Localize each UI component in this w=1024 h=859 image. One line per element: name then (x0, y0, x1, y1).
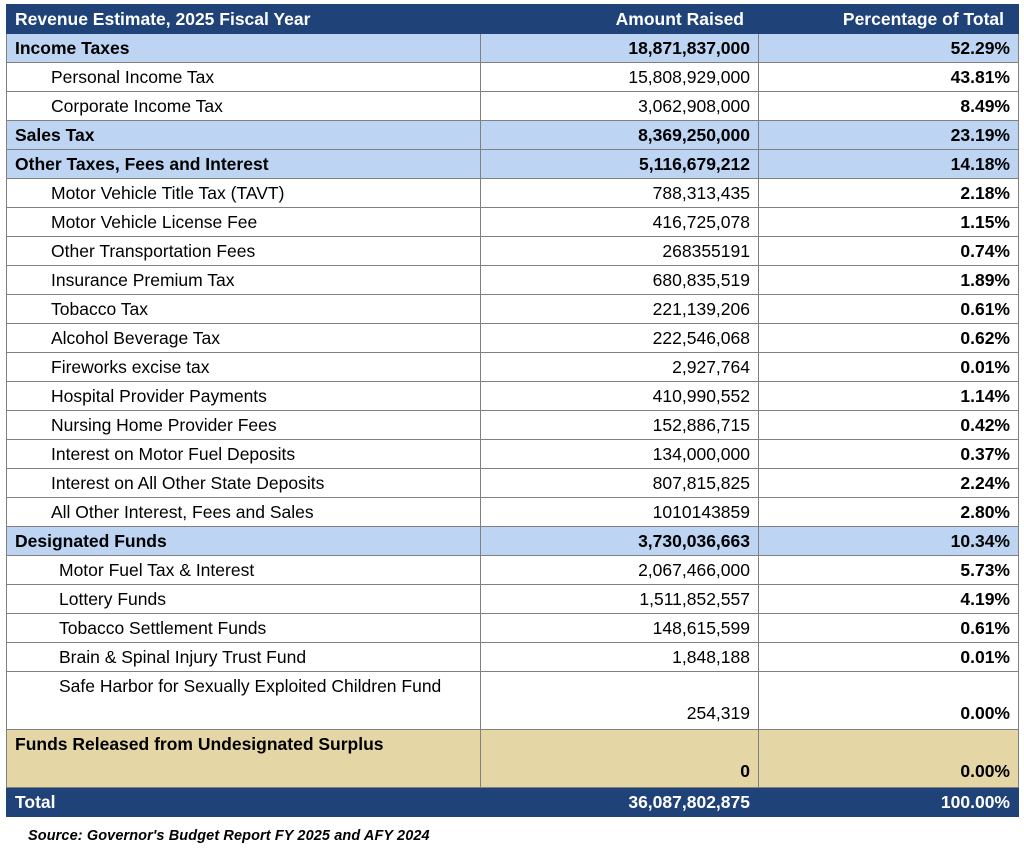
row-amount-raised: 152,886,715 (481, 411, 759, 440)
row-amount-raised: 807,815,825 (481, 469, 759, 498)
row-amount-raised: 148,615,599 (481, 614, 759, 643)
row-percentage-of-total: 23.19% (759, 121, 1019, 150)
table-row (7, 208, 1019, 237)
row-label: Interest on Motor Fuel Deposits (7, 440, 481, 469)
row-label: Motor Vehicle License Fee (7, 208, 481, 237)
row-amount-raised: 788,313,435 (481, 179, 759, 208)
row-percentage-of-total: 2.18% (759, 179, 1019, 208)
row-amount-raised: 1,511,852,557 (481, 585, 759, 614)
row-amount-raised: 254,319 (481, 672, 759, 730)
row-label: Other Transportation Fees (7, 237, 481, 266)
row-percentage-of-total: 43.81% (759, 63, 1019, 92)
row-label: Brain & Spinal Injury Trust Fund (7, 643, 481, 672)
table-row (7, 730, 1019, 788)
table-row (7, 440, 1019, 469)
row-label: All Other Interest, Fees and Sales (7, 498, 481, 527)
row-percentage-of-total: 0.62% (759, 324, 1019, 353)
row-percentage-of-total: 1.15% (759, 208, 1019, 237)
row-amount-raised: 5,116,679,212 (481, 150, 759, 179)
row-percentage-of-total: 14.18% (759, 150, 1019, 179)
row-percentage-of-total: 0.37% (759, 440, 1019, 469)
row-label: Safe Harbor for Sexually Exploited Children Fund (7, 672, 481, 730)
table-row (7, 295, 1019, 324)
row-percentage-of-total: 2.24% (759, 469, 1019, 498)
row-label: Insurance Premium Tax (7, 266, 481, 295)
row-percentage-of-total: 0.01% (759, 643, 1019, 672)
source-note: Source: Governor's Budget Report FY 2025 and AFY 2024 (28, 828, 430, 844)
table-row (7, 469, 1019, 498)
row-amount-raised: 18,871,837,000 (481, 34, 759, 63)
row-percentage-of-total: 0.61% (759, 614, 1019, 643)
table-row (7, 353, 1019, 382)
row-amount-raised: 1,848,188 (481, 643, 759, 672)
table-row (7, 324, 1019, 353)
revenue-estimate-table (6, 4, 1019, 817)
row-label: Personal Income Tax (7, 63, 481, 92)
row-amount-raised: 221,139,206 (481, 295, 759, 324)
table-row (7, 498, 1019, 527)
row-percentage-of-total: 8.49% (759, 92, 1019, 121)
table-row (7, 556, 1019, 585)
row-label: Sales Tax (7, 121, 481, 150)
table-row (7, 788, 1019, 817)
row-amount-raised: 222,546,068 (481, 324, 759, 353)
row-percentage-of-total: 1.89% (759, 266, 1019, 295)
table-row (7, 150, 1019, 179)
row-label: Total (7, 788, 481, 817)
row-amount-raised: 0 (481, 730, 759, 788)
row-amount-raised: 3,062,908,000 (481, 92, 759, 121)
column-header-percentage: Percentage of Total (759, 5, 1019, 34)
table-row (7, 411, 1019, 440)
row-label: Income Taxes (7, 34, 481, 63)
row-amount-raised: 15,808,929,000 (481, 63, 759, 92)
row-percentage-of-total: 1.14% (759, 382, 1019, 411)
table-header-row (7, 5, 1019, 34)
table-row (7, 121, 1019, 150)
row-amount-raised: 416,725,078 (481, 208, 759, 237)
table-row (7, 179, 1019, 208)
row-percentage-of-total: 10.34% (759, 527, 1019, 556)
row-label: Alcohol Beverage Tax (7, 324, 481, 353)
row-amount-raised: 410,990,552 (481, 382, 759, 411)
row-amount-raised: 680,835,519 (481, 266, 759, 295)
table-header (7, 5, 1019, 34)
row-label: Tobacco Settlement Funds (7, 614, 481, 643)
row-amount-raised: 8,369,250,000 (481, 121, 759, 150)
table-row (7, 643, 1019, 672)
table-row (7, 34, 1019, 63)
table-row (7, 63, 1019, 92)
row-amount-raised: 1010143859 (481, 498, 759, 527)
row-percentage-of-total: 100.00% (759, 788, 1019, 817)
row-label: Nursing Home Provider Fees (7, 411, 481, 440)
row-percentage-of-total: 0.61% (759, 295, 1019, 324)
row-label: Motor Fuel Tax & Interest (7, 556, 481, 585)
row-amount-raised: 268355191 (481, 237, 759, 266)
row-percentage-of-total: 0.00% (759, 672, 1019, 730)
row-percentage-of-total: 0.01% (759, 353, 1019, 382)
table-body (7, 34, 1019, 817)
table-row (7, 585, 1019, 614)
row-label: Other Taxes, Fees and Interest (7, 150, 481, 179)
row-percentage-of-total: 4.19% (759, 585, 1019, 614)
row-amount-raised: 2,927,764 (481, 353, 759, 382)
row-amount-raised: 3,730,036,663 (481, 527, 759, 556)
row-percentage-of-total: 5.73% (759, 556, 1019, 585)
row-amount-raised: 2,067,466,000 (481, 556, 759, 585)
row-label: Motor Vehicle Title Tax (TAVT) (7, 179, 481, 208)
row-percentage-of-total: 0.74% (759, 237, 1019, 266)
table-row (7, 527, 1019, 556)
table-row (7, 672, 1019, 730)
row-amount-raised: 134,000,000 (481, 440, 759, 469)
row-label: Hospital Provider Payments (7, 382, 481, 411)
column-header-label: Revenue Estimate, 2025 Fiscal Year (7, 5, 481, 34)
table-row (7, 266, 1019, 295)
row-percentage-of-total: 2.80% (759, 498, 1019, 527)
row-label: Lottery Funds (7, 585, 481, 614)
row-label: Designated Funds (7, 527, 481, 556)
row-label: Tobacco Tax (7, 295, 481, 324)
table-row (7, 382, 1019, 411)
row-label: Funds Released from Undesignated Surplus (7, 730, 481, 788)
column-header-amount: Amount Raised (481, 5, 759, 34)
row-percentage-of-total: 0.42% (759, 411, 1019, 440)
row-percentage-of-total: 52.29% (759, 34, 1019, 63)
row-label: Fireworks excise tax (7, 353, 481, 382)
table-row (7, 237, 1019, 266)
table-row (7, 92, 1019, 121)
row-label: Interest on All Other State Deposits (7, 469, 481, 498)
table-row (7, 614, 1019, 643)
row-percentage-of-total: 0.00% (759, 730, 1019, 788)
row-label: Corporate Income Tax (7, 92, 481, 121)
row-amount-raised: 36,087,802,875 (481, 788, 759, 817)
